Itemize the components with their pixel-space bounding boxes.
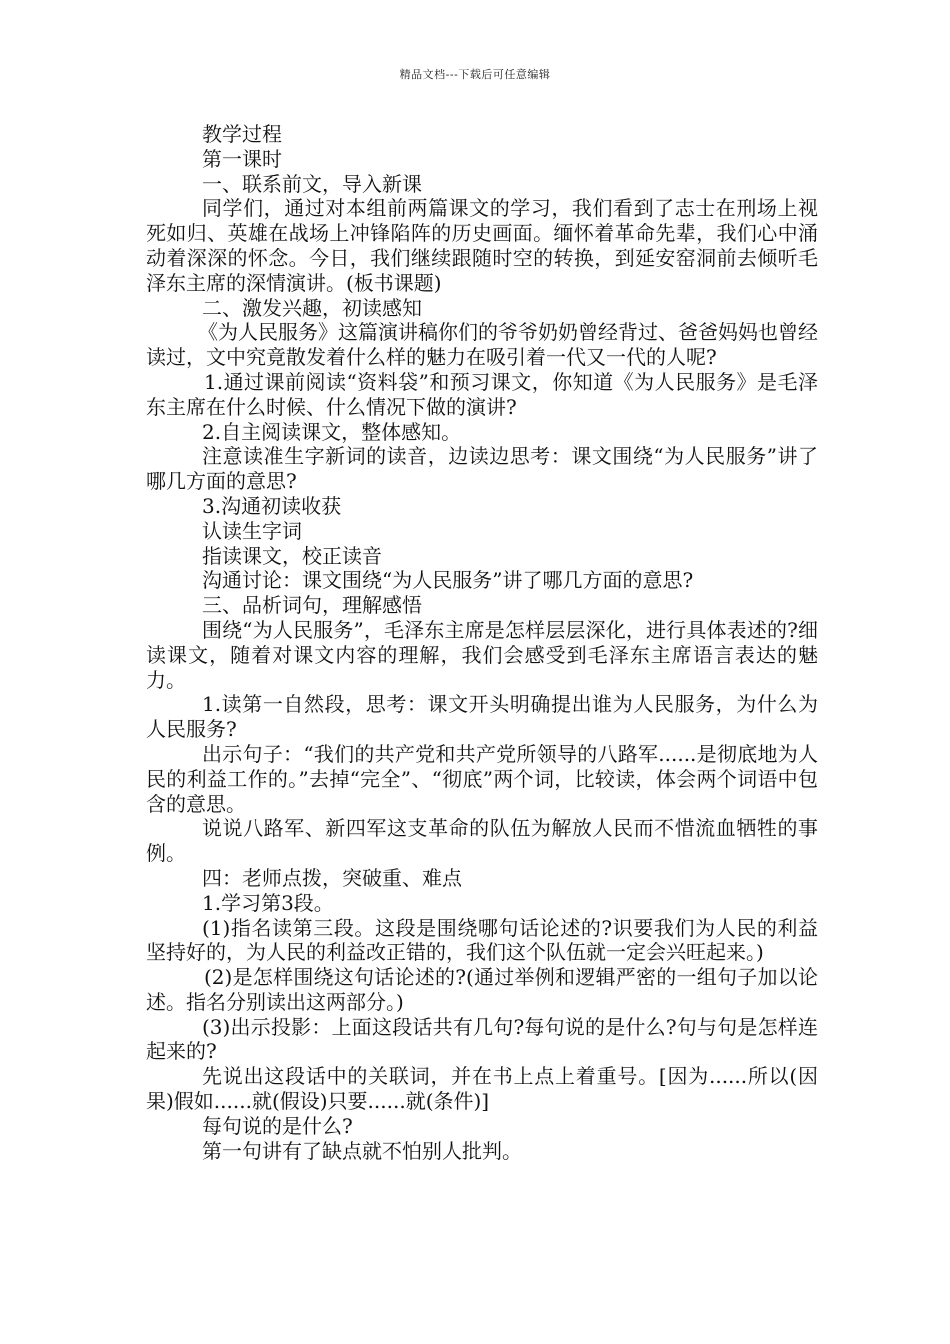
heading-first-lesson: 第一课时 [202,146,282,171]
paragraph: (3)出示投影：上面这段话共有几句?每句说的是什么?句与句是怎样连起来的? [146,1014,818,1064]
paragraph: 《为人民服务》这篇演讲稿你们的爷爷奶奶曾经背过、爸爸妈妈也曾经读过，文中究竟散发着什么样的魅力在吸引着一代又一代的人呢? [146,320,818,370]
paragraph: 1.读第一自然段，思考：课文开头明确提出谁为人民服务，为什么为人民服务? [146,692,818,742]
paragraph: 2.自主阅读课文，整体感知。 [202,419,462,444]
paragraph: 1.学习第3段。 [202,890,334,915]
section-heading-2: 二、激发兴趣，初读感知 [202,295,422,320]
paragraph: 沟通讨论：课文围绕“为人民服务”讲了哪几方面的意思? [202,568,694,593]
paragraph: 第一句讲有了缺点就不怕别人批判。 [202,1138,522,1163]
page-header: 精品文档---下载后可任意编辑 [399,68,551,81]
paragraph: (1)指名读第三段。这段是围绕哪句话论述的?识要我们为人民的利益坚持好的，为人民的利益改正错的，我们这个队伍就一定会兴旺起来。) [146,915,818,965]
paragraph: 说说八路军、新四军这支革命的队伍为解放人民而不惜流血牺牲的事例。 [146,816,818,866]
document-body [146,122,818,1163]
paragraph: (2)是怎样围绕这句话论述的?(通过举例和逻辑严密的一组句子加以论述。指名分别读出这两部分。) [146,965,818,1014]
heading-teaching-process: 教学过程 [202,122,282,146]
section-heading-1: 一、联系前文，导入新课 [202,171,422,196]
paragraph: 注意读准生字新词的读音，边读边思考：课文围绕“为人民服务”讲了哪几方面的意思? [146,444,818,494]
paragraph: 认读生字词 [202,518,302,543]
paragraph: 出示句子：“我们的共产党和共产党所领导的八路军......是彻底地为人民的利益工作的。”去掉“完全”、“彻底”两个词，比较读，体会两个词语中包含的意思。 [146,741,818,816]
section-heading-4: 四：老师点拨，突破重、难点 [202,865,462,890]
paragraph: 同学们，通过对本组前两篇课文的学习，我们看到了志士在刑场上视死如归、英雄在战场上冲锋陷阵的历史画面。缅怀着革命先辈，我们心中涌动着深深的怀念。今日，我们继续跟随时空的转换，到延安窑洞前去倾听毛泽东主席的深情演讲。(板书课题) [146,196,818,295]
paragraph: 3.沟通初读收获 [202,493,342,518]
paragraph: 1.通过课前阅读“资料袋”和预习课文，你知道《为人民服务》是毛泽东主席在什么时候、什么情况下做的演讲? [146,369,818,419]
paragraph: 围绕“为人民服务”，毛泽东主席是怎样层层深化，进行具体表述的?细读课文，随着对课文内容的理解，我们会感受到毛泽东主席语言表达的魅力。 [146,617,818,692]
paragraph: 指读课文，校正读音 [202,543,382,568]
paragraph: 每句说的是什么? [202,1113,353,1138]
section-heading-3: 三、品析词句，理解感悟 [202,593,422,618]
paragraph: 先说出这段话中的关联词，并在书上点上着重号。[因为......所以(因果)假如......就(假设)只要......就(条件)] [146,1064,818,1114]
